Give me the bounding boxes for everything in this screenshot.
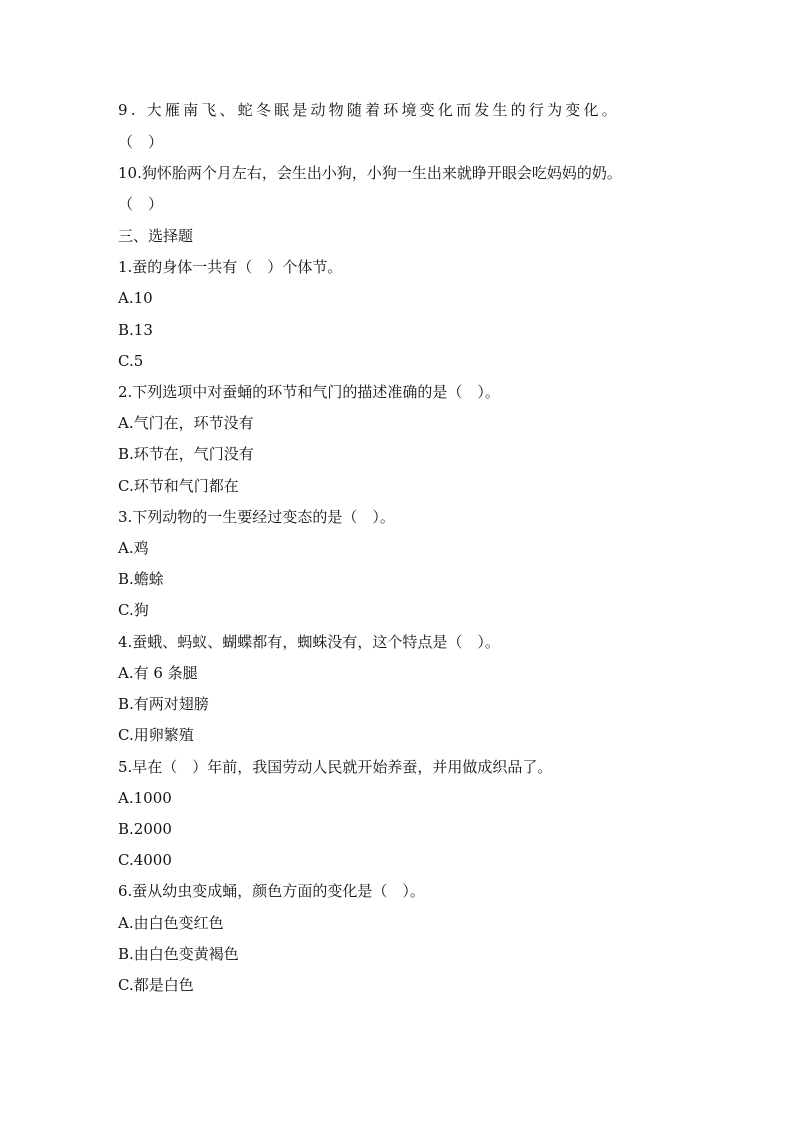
question-5-option-a: A.1000	[118, 789, 172, 807]
question-1-option-b: B.13	[118, 321, 153, 339]
question-3-option-a: A.鸡	[118, 539, 149, 557]
question-9-blank: （ ）	[118, 133, 164, 151]
section-title: 三、选择题	[118, 227, 194, 245]
question-5-option-b: B.2000	[118, 820, 172, 838]
question-2-option-b: B.环节在，气门没有	[118, 445, 254, 463]
question-1-stem: 1.蚕的身体一共有（ ）个体节。	[118, 258, 343, 276]
question-5-stem: 5.早在（ ）年前，我国劳动人民就开始养蚕，并用做成织品了。	[118, 758, 553, 776]
question-6-option-c: C.都是白色	[118, 976, 194, 994]
question-10-blank: （ ）	[118, 195, 164, 213]
question-4-option-a: A.有 6 条腿	[118, 664, 198, 682]
question-4-option-b: B.有两对翅膀	[118, 695, 209, 713]
question-1-option-c: C.5	[118, 352, 144, 370]
question-3-stem: 3.下列动物的一生要经过变态的是（ ）。	[118, 508, 395, 526]
question-1-option-a: A.10	[118, 289, 153, 307]
question-3-option-c: C.狗	[118, 601, 149, 619]
question-3-option-b: B.蟾蜍	[118, 570, 164, 588]
question-10-text: 10.狗怀胎两个月左右，会生出小狗，小狗一生出来就睁开眼会吃妈妈的奶。	[118, 164, 622, 182]
question-2-option-c: C.环节和气门都在	[118, 477, 239, 495]
question-6-option-a: A.由白色变红色	[118, 914, 224, 932]
question-6-stem: 6.蚕从幼虫变成蛹，颜色方面的变化是（ ）。	[118, 882, 425, 900]
question-2-option-a: A.气门在，环节没有	[118, 414, 254, 432]
question-4-stem: 4.蚕蛾、蚂蚁、蝴蝶都有，蜘蛛没有，这个特点是（ ）。	[118, 633, 500, 651]
question-2-stem: 2.下列选项中对蚕蛹的环节和气门的描述准确的是（ ）。	[118, 383, 500, 401]
question-5-option-c: C.4000	[118, 851, 172, 869]
question-6-option-b: B.由白色变黄褐色	[118, 945, 239, 963]
question-4-option-c: C.用卵繁殖	[118, 726, 194, 744]
question-9-text: 9. 大雁南飞、蛇冬眠是动物随着环境变化而发生的行为变化。	[118, 101, 620, 119]
